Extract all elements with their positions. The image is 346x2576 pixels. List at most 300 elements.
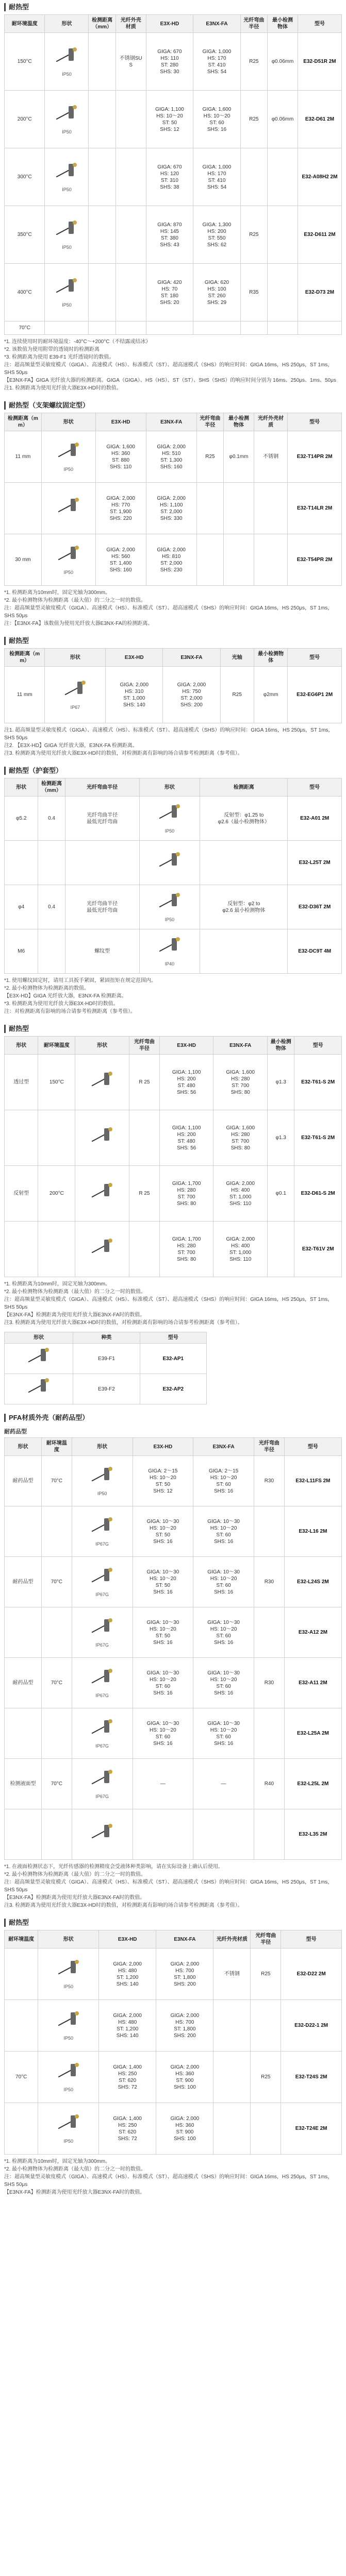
table-cell: [41, 1708, 72, 1759]
distance-e3nx-fa: GIGA: 2,000 HS: 700 ST: 1,800 SHS: 200: [156, 1948, 213, 2000]
fiber-sensor-image: [89, 1566, 116, 1589]
table-cell: [254, 1506, 284, 1557]
fiber-sensor-image: [53, 276, 80, 300]
table-cell: [224, 534, 254, 586]
notes-list: [4, 589, 342, 628]
note-item: 注：超高频量型灵敏度模式（GIGA）、高速模式（HS）、标准模式（ST）、超高速模式（SHS）的响应时间：GIGA 16ms，HS 250μs，ST 1ms，SHS 50μs: [4, 1879, 333, 1893]
note-item: 注3. 检测距离为使用光纤放大器E3X-HD时的数值，对检测距离有影响的场合请参考检测距离（参考值）。: [4, 751, 243, 756]
note-item: 注：对检测距离有影响的场合请参考检测距离（参考值）。: [4, 1009, 136, 1014]
note-item: 【E3NX-FA】检测距离为使用光纤放大器E3NX-FA时的数值。: [4, 2190, 145, 2195]
table-cell: [268, 321, 298, 335]
image-cell: [75, 1166, 129, 1222]
note-item: *1. 检测距离为10mm时，固定光轴为300mm。: [4, 590, 111, 596]
fiber-sensor-image: [89, 1768, 116, 1791]
protection-rating: IP50: [62, 302, 72, 308]
table-cell: [5, 1809, 42, 1860]
sensor-head-shape: [73, 278, 77, 282]
table-cell: 0.4: [38, 796, 65, 841]
sensor-head-shape: [73, 163, 77, 167]
table-row: [5, 1809, 342, 1860]
table-cell: [200, 841, 288, 885]
note-item: *2. 最小检测物体为检测距离（最大值）的二分之一时的数值。: [4, 598, 146, 603]
table-cell: 检测液面型: [5, 1759, 42, 1809]
notes-list: [4, 726, 342, 757]
distance-e3nx-fa: GIGA: 2,000 HS: 360 ST: 900 SHS: 100: [156, 2052, 213, 2103]
table-row: [5, 1166, 342, 1222]
distance-e3nx-fa: GIGA: 2,000 HS: 400 ST: 1,000 SHS: 110: [213, 1166, 268, 1222]
model-number: E32-T14PR 2M: [288, 431, 342, 483]
fiber-sensor-image: [53, 161, 80, 184]
note-item: *2. 该数值为使用附带的透镜时的检测距离: [4, 347, 100, 352]
note-item: 注3. 检测距离为使用光纤放大器E3X-HD时的数值，对检测距离有影响的场合请参考检测距离（参考值）。: [4, 1320, 243, 1326]
image-cell: [139, 929, 200, 974]
model-number: E32-L16 2M: [284, 1506, 341, 1557]
model-number: E32-L25T 2M: [288, 841, 342, 885]
notes-list: [4, 1280, 342, 1327]
notes-list: [4, 2158, 342, 2196]
protection-rating: IP40: [164, 961, 175, 967]
fiber-sensor-image: [55, 440, 82, 464]
model-number: E32-DC9T 4M: [288, 929, 342, 974]
column-header: E3NX-FA: [193, 1438, 254, 1456]
sensor-head-shape: [45, 1348, 49, 1352]
distance-e3x-hd: GIGA: 870 HS: 145 ST: 380 SHS: 43: [146, 206, 193, 264]
table-cell: R30: [254, 1557, 284, 1607]
table-cell: R25: [240, 33, 267, 91]
distance-e3x-hd: [133, 1809, 193, 1860]
section-title: 耐热型（护套型）: [4, 767, 342, 775]
sensor-head-shape: [73, 105, 77, 109]
table-cell: [116, 264, 146, 321]
distance-e3nx-fa: GIGA: 1,000 HS: 170 ST: 410 SHS: 54: [193, 148, 241, 206]
section-title: 耐热型: [4, 1919, 342, 1927]
model-number: E32-T61-S 2M: [294, 1055, 342, 1110]
protection-rating: IP50: [63, 570, 73, 575]
product-image: [77, 1236, 127, 1262]
table-cell: [5, 1948, 38, 2000]
image-cell: [72, 1456, 133, 1506]
distance-e3nx-fa: GIGA: 2,000 HS: 700 ST: 1,800 SHS: 200: [156, 2000, 213, 2052]
subsection-title: 耐药品型: [4, 1429, 27, 1435]
table-cell: [200, 929, 288, 974]
product-image: [74, 1465, 130, 1497]
table-cell: [89, 206, 116, 264]
table-header-row: [5, 15, 342, 33]
distance-e3x-hd: [146, 321, 193, 335]
column-header: 型号: [298, 15, 341, 33]
column-header: 形状: [139, 778, 200, 796]
notes-list: [4, 1863, 342, 1909]
product-image: [47, 103, 86, 135]
table-cell: 11 mm: [5, 667, 45, 723]
distance-e3nx-fa: GIGA: 10～30 HS: 10～20 ST: 60 SHS: 16: [193, 1557, 254, 1607]
table-cell: 反射型: [5, 1166, 38, 1222]
table-cell: φ0.06mm: [268, 33, 298, 91]
note-item: 注：超高频量型灵敏度模式（GIGA）、高速模式（HS）、标准模式（ST）、超高速模式（SHS）的响应时间：GIGA 16ms，HS 250μs，ST 1ms，SHS 50μs: [4, 2174, 333, 2188]
distance-e3x-hd: GIGA: 1,100 HS: 10～20 ST: 50 SHS: 12: [146, 91, 193, 148]
distance-e3x-hd: GIGA: 1,400 HS: 250 ST: 620 SHS: 72: [99, 2052, 156, 2103]
distance-e3nx-fa: GIGA: 2,000 HS: 400 ST: 1,000 SHS: 110: [213, 1222, 268, 1277]
sensor-head-shape: [75, 2063, 79, 2067]
product-image: [74, 1566, 130, 1598]
section-title: 耐热型: [4, 637, 342, 645]
protection-rating: IP67: [70, 705, 80, 710]
table-cell: 0.4: [38, 885, 65, 929]
table-cell: φ1.3: [268, 1110, 294, 1166]
product-image: [44, 440, 93, 473]
image-cell: [139, 796, 200, 841]
sensor-head-shape: [176, 893, 180, 897]
column-header: E3X-HD: [146, 15, 193, 33]
model-number: E32-L11FS 2M: [284, 1456, 341, 1506]
table-row: [5, 91, 342, 148]
column-header: 检测距离（mm）: [5, 413, 42, 431]
image-cell: [41, 534, 95, 586]
column-header: 最小检测物体: [268, 15, 298, 33]
column-header: 形状: [5, 1332, 73, 1344]
model-number: E32-T24S 2M: [281, 2052, 342, 2103]
column-header: 光纤弯曲半径: [129, 1037, 159, 1055]
column-header: 耐环境温度: [5, 1930, 38, 1948]
product-image: [142, 935, 198, 968]
table-row: [5, 431, 342, 483]
distance-e3nx-fa: GIGA: 2,000 HS: 510 ST: 1,300 SHS: 160: [146, 431, 196, 483]
sensor-head-shape: [73, 221, 77, 225]
product-image: [142, 850, 198, 876]
model-number: E32-D73 2M: [298, 264, 341, 321]
column-header: E3X-HD: [106, 649, 163, 667]
image-cell: [45, 206, 89, 264]
table-row: [5, 1110, 342, 1166]
fiber-sensor-image: [89, 1181, 116, 1205]
table-row: [5, 1557, 342, 1607]
fiber-sensor-image: [156, 935, 183, 959]
image-cell: [45, 33, 89, 91]
fiber-sensor-image: [156, 891, 183, 914]
model-number: E32-EG6P1 2M: [288, 667, 342, 723]
table-cell: φ0.1mm: [224, 431, 254, 483]
column-header: 光纤弯曲半径: [254, 1438, 284, 1456]
table-cell: 70°C: [41, 1759, 72, 1809]
spec-table-pfa: [4, 1437, 342, 1860]
table-cell: [5, 2103, 38, 2155]
sensor-head-shape: [75, 498, 79, 502]
distance-e3x-hd: GIGA: 670 HS: 120 ST: 310 SHS: 38: [146, 148, 193, 206]
distance-e3nx-fa: GIGA: 1,600 HS: 280 ST: 700 SHS: 80: [213, 1055, 268, 1110]
product-image: [44, 544, 93, 576]
table-cell: 不锈钢: [213, 1948, 251, 2000]
table-cell: φ4: [5, 885, 38, 929]
table-cell: R40: [254, 1759, 284, 1809]
column-header: 型号: [140, 1332, 206, 1344]
model-number: E32-AP1: [140, 1344, 206, 1374]
fiber-sensor-image: [62, 679, 89, 702]
distance-e3x-hd: GIGA: 1,400 HS: 250 ST: 620 SHS: 72: [99, 2103, 156, 2155]
product-image: [47, 218, 86, 251]
spec-table-heat-resistant-3: [4, 1036, 342, 1277]
model-number: E32-L25L 2M: [284, 1759, 341, 1809]
distance-e3x-hd: GIGA: 2,000 HS: 480 ST: 1,200 SHS: 140: [99, 2000, 156, 2052]
column-header: 检测距离: [200, 778, 288, 796]
image-cell: [75, 1055, 129, 1110]
section-title: 耐热型（支架螺纹固定型）: [4, 401, 342, 410]
distance-e3x-hd: GIGA: 2～15 HS: 10～20 ST: 50 SHS: 12: [133, 1456, 193, 1506]
table-cell: [5, 841, 38, 885]
product-image: [47, 679, 103, 711]
note-item: 【E3X-HD】GIGA 光纤放大器，E3NX-FA 检测距离。: [4, 993, 127, 999]
distance-e3nx-fa: GIGA: 2,000 HS: 810 ST: 2,000 SHS: 230: [146, 534, 196, 586]
sensor-head-shape: [176, 852, 180, 856]
table-cell: R25: [220, 667, 254, 723]
table-cell: [268, 264, 298, 321]
note-item: *1. 检测距离为10mm时，固定光轴为300mm。: [4, 2159, 111, 2164]
note-item: *1. 检测距离为10mm时，固定光轴为300mm。: [4, 1281, 111, 1287]
column-header: 形状: [45, 15, 89, 33]
table-cell: 200°C: [38, 1166, 75, 1222]
product-image: [40, 2009, 96, 2042]
fiber-sensor-image: [55, 544, 82, 567]
table-cell: φ0.06mm: [268, 91, 298, 148]
temperature-cell: 150°C: [5, 33, 45, 91]
product-image: [74, 1768, 130, 1800]
temperature-cell: 200°C: [5, 91, 45, 148]
table-cell: 光纤弯曲半径 最低光纤弯曲: [65, 885, 139, 929]
protection-rating: IP50: [164, 917, 175, 922]
product-image: [44, 496, 93, 521]
column-header: 检测距离（mm）: [5, 649, 45, 667]
table-cell: E39-F1: [73, 1344, 140, 1374]
note-item: 【E3NX-FA】检测距离为使用光纤放大器E3NX-FA时的数值。: [4, 1312, 145, 1318]
image-cell: [72, 1759, 133, 1809]
model-number: E32-D22-1 2M: [281, 2000, 342, 2052]
distance-e3nx-fa: GIGA: 10～30 HS: 10～20 ST: 60 SHS: 16: [193, 1607, 254, 1658]
protection-rating: IP50: [63, 467, 73, 472]
table-cell: [41, 1809, 72, 1860]
image-cell: [5, 1374, 73, 1404]
model-number: E32-D61-S 2M: [294, 1166, 342, 1222]
image-cell: [72, 1708, 133, 1759]
image-cell: [72, 1557, 133, 1607]
table-cell: [5, 1110, 38, 1166]
table-cell: 耐药品型: [5, 1658, 42, 1708]
note-item: 【E3NX-FA】GIGA 光纤放大器的检测距离。GIGA（GIGA）、HS（HS）、ST（ST）、SHS（SHS）的响应时间分别为 16ms、250μs、1ms、50μs: [4, 378, 336, 383]
model-number: E32-A12 2M: [284, 1607, 341, 1658]
table-cell: [38, 841, 65, 885]
table-cell: [129, 1110, 159, 1166]
table-cell: 70°C: [41, 1658, 72, 1708]
fiber-sensor-image: [55, 1958, 82, 1981]
image-cell: [139, 885, 200, 929]
fiber-sensor-image: [156, 850, 183, 874]
table-row: [5, 33, 342, 91]
column-header: 光纤弯曲半径: [240, 15, 267, 33]
sensor-head-shape: [75, 443, 79, 447]
table-row: [5, 2000, 342, 2052]
column-header: 形状: [5, 1037, 38, 1055]
table-cell: 螺纹型: [65, 929, 139, 974]
protection-rating: IP50: [62, 72, 72, 77]
table-cell: [41, 1607, 72, 1658]
table-cell: [254, 1809, 284, 1860]
distance-e3nx-fa: GIGA: 620 HS: 100 ST: 260 SHS: 29: [193, 264, 241, 321]
column-header: E3NX-FA: [213, 1037, 268, 1055]
table-cell: R25: [240, 206, 267, 264]
table-row: [5, 206, 342, 264]
table-cell: [41, 1506, 72, 1557]
section-title: PFA材质外壳（耐药品型）: [4, 1414, 342, 1422]
distance-e3x-hd: GIGA: 10～30 HS: 10～20 ST: 50 SHS: 16: [133, 1557, 193, 1607]
table-cell: φ1.3: [268, 1055, 294, 1110]
sensor-head-shape: [75, 546, 79, 550]
table-cell: [5, 2000, 38, 2052]
sensor-head-shape: [108, 1467, 112, 1471]
table-cell: R 25: [129, 1055, 159, 1110]
table-row: [5, 2052, 342, 2103]
table-cell: [254, 534, 287, 586]
product-image: [74, 1616, 130, 1649]
distance-e3x-hd: GIGA: 1,700 HS: 280 ST: 700 SHS: 80: [159, 1222, 213, 1277]
column-header: 型号: [288, 413, 342, 431]
fiber-sensor-image: [89, 1125, 116, 1149]
fiber-sensor-image: [89, 1465, 116, 1488]
table-row: [5, 1055, 342, 1110]
table-row: [5, 841, 342, 885]
sensor-head-shape: [73, 47, 77, 52]
table-cell: [116, 91, 146, 148]
column-header: 耐环境温度: [5, 15, 45, 33]
spec-table-sheath: [4, 778, 342, 974]
table-cell: M6: [5, 929, 38, 974]
note-item: 注：超高频量型灵敏度模式（GIGA）、高速模式（HS）、标准模式（ST）、超高速模式（SHS）的响应时间：GIGA 16ms，HS 250μs，ST 1ms，SHS 50μs: [4, 362, 333, 376]
table-cell: [268, 148, 298, 206]
note-item: 注1. 检测距离为使用光纤放大器E3X-HD时的数值。: [4, 385, 122, 391]
spec-table-heat-resistant-2: [4, 648, 342, 723]
distance-e3nx-fa: GIGA: 10～30 HS: 10～20 ST: 60 SHS: 16: [193, 1658, 254, 1708]
table-cell: [89, 321, 116, 335]
table-header-row: [5, 1930, 342, 1948]
column-header: 种类: [73, 1332, 140, 1344]
image-cell: [38, 2103, 99, 2155]
distance-e3x-hd: GIGA: 1,700 HS: 280 ST: 700 SHS: 80: [159, 1166, 213, 1222]
distance-e3x-hd: GIGA: 10～30 HS: 10～20 ST: 50 SHS: 16: [133, 1607, 193, 1658]
product-image: [47, 161, 86, 193]
table-row: [5, 1948, 342, 2000]
column-header: E3X-HD: [133, 1438, 193, 1456]
model-number: E32-T61V 2M: [294, 1222, 342, 1277]
sensor-head-shape: [108, 1127, 112, 1131]
product-image: [77, 1070, 127, 1095]
product-image: [47, 276, 86, 309]
protection-rating: IP67G: [95, 1642, 109, 1648]
table-cell: R35: [240, 264, 267, 321]
fiber-sensor-image: [156, 802, 183, 826]
note-item: *3. 检测距离为使用光纤放大器E3X-HD时的数值。: [4, 1001, 119, 1007]
table-cell: [38, 1222, 75, 1277]
table-row: [5, 1374, 207, 1404]
distance-e3nx-fa: —: [193, 1759, 254, 1809]
table-cell: [254, 1607, 284, 1658]
temperature-cell: 350°C: [5, 206, 45, 264]
note-item: *3. 检测距离为使用 E39-F1 光纤透镜时的数值。: [4, 354, 114, 360]
column-header: 形状: [45, 649, 106, 667]
column-header: E3NX-FA: [193, 15, 241, 33]
product-image: [40, 2061, 96, 2093]
spec-table-bracket: [4, 413, 342, 586]
column-header: E3X-HD: [159, 1037, 213, 1055]
fiber-sensor-image: [53, 45, 80, 69]
distance-e3nx-fa: GIGA: 1,000 HS: 170 ST: 410 SHS: 54: [193, 33, 241, 91]
column-header: 耐环境温度: [38, 1037, 75, 1055]
table-cell: [254, 483, 287, 534]
distance-e3x-hd: GIGA: 10～30 HS: 10～20 ST: 60 SHS: 16: [133, 1708, 193, 1759]
table-cell: [38, 1110, 75, 1166]
distance-e3nx-fa: GIGA: 2,000 HS: 1,100 ST: 2,000 SHS: 330: [146, 483, 196, 534]
column-header: 形状: [75, 1037, 129, 1055]
distance-e3nx-fa: [193, 1809, 254, 1860]
sensor-head-shape: [108, 1719, 112, 1723]
distance-e3nx-fa: GIGA: 1,600 HS: 10～20 ST: 60 SHS: 16: [193, 91, 241, 148]
table-cell: [5, 1607, 42, 1658]
product-image: [47, 45, 86, 78]
column-header: E3NX-FA: [156, 1930, 213, 1948]
distance-e3x-hd: GIGA: 2,000 HS: 770 ST: 1,900 SHS: 220: [95, 483, 146, 534]
table-cell: [116, 206, 146, 264]
column-header: 光纤外壳材质: [213, 1930, 251, 1948]
table-cell: [89, 91, 116, 148]
sensor-head-shape: [108, 1824, 112, 1828]
model-number: E32-D22 2M: [281, 1948, 342, 2000]
table-cell: R25: [251, 1948, 281, 2000]
sensor-head-shape: [108, 1239, 112, 1243]
image-cell: [38, 2052, 99, 2103]
model-number: E32-A01 2M: [288, 796, 342, 841]
table-cell: [38, 929, 65, 974]
protection-rating: IP50: [63, 2087, 73, 2092]
note-item: *2. 最小检测物体为检测距离（最大值）的二分之一时的数值。: [4, 2166, 146, 2172]
sensor-head-shape: [108, 1517, 112, 1521]
column-header: 光纤弯曲半径: [65, 778, 139, 796]
distance-e3nx-fa: GIGA: 1,600 HS: 280 ST: 700 SHS: 80: [213, 1110, 268, 1166]
table-cell: E39-F2: [73, 1374, 140, 1404]
protection-rating: IP50: [62, 129, 72, 134]
image-cell: [41, 483, 95, 534]
table-cell: [224, 483, 254, 534]
table-cell: 光纤弯曲半径 最低光纤弯曲: [65, 796, 139, 841]
distance-e3x-hd: GIGA: 2,000 HS: 560 ST: 1,400 SHS: 160: [95, 534, 146, 586]
model-number: E32-T14LR 2M: [288, 483, 342, 534]
column-header: 检测距离（mm）: [38, 778, 65, 796]
image-cell: [38, 2000, 99, 2052]
model-number: E32-L35 2M: [284, 1809, 341, 1860]
image-cell: [72, 1809, 133, 1860]
model-number: E32-D51R 2M: [298, 33, 341, 91]
product-image: [142, 802, 198, 835]
distance-e3nx-fa: [193, 321, 241, 335]
table-cell: 不锈钢: [254, 431, 287, 483]
image-cell: [75, 1222, 129, 1277]
table-cell: [251, 2000, 281, 2052]
table-header-row: [5, 1438, 342, 1456]
table-cell: [268, 1222, 294, 1277]
protection-rating: IP50: [63, 1984, 73, 1989]
distance-e3x-hd: GIGA: 1,100 HS: 200 ST: 480 SHS: 56: [159, 1110, 213, 1166]
table-header-row: [5, 1332, 207, 1344]
image-cell: [5, 1344, 73, 1374]
column-header: 最小检测物体: [254, 649, 287, 667]
image-cell: [45, 264, 89, 321]
product-image: [142, 891, 198, 923]
model-number: E32-D611 2M: [298, 206, 341, 264]
